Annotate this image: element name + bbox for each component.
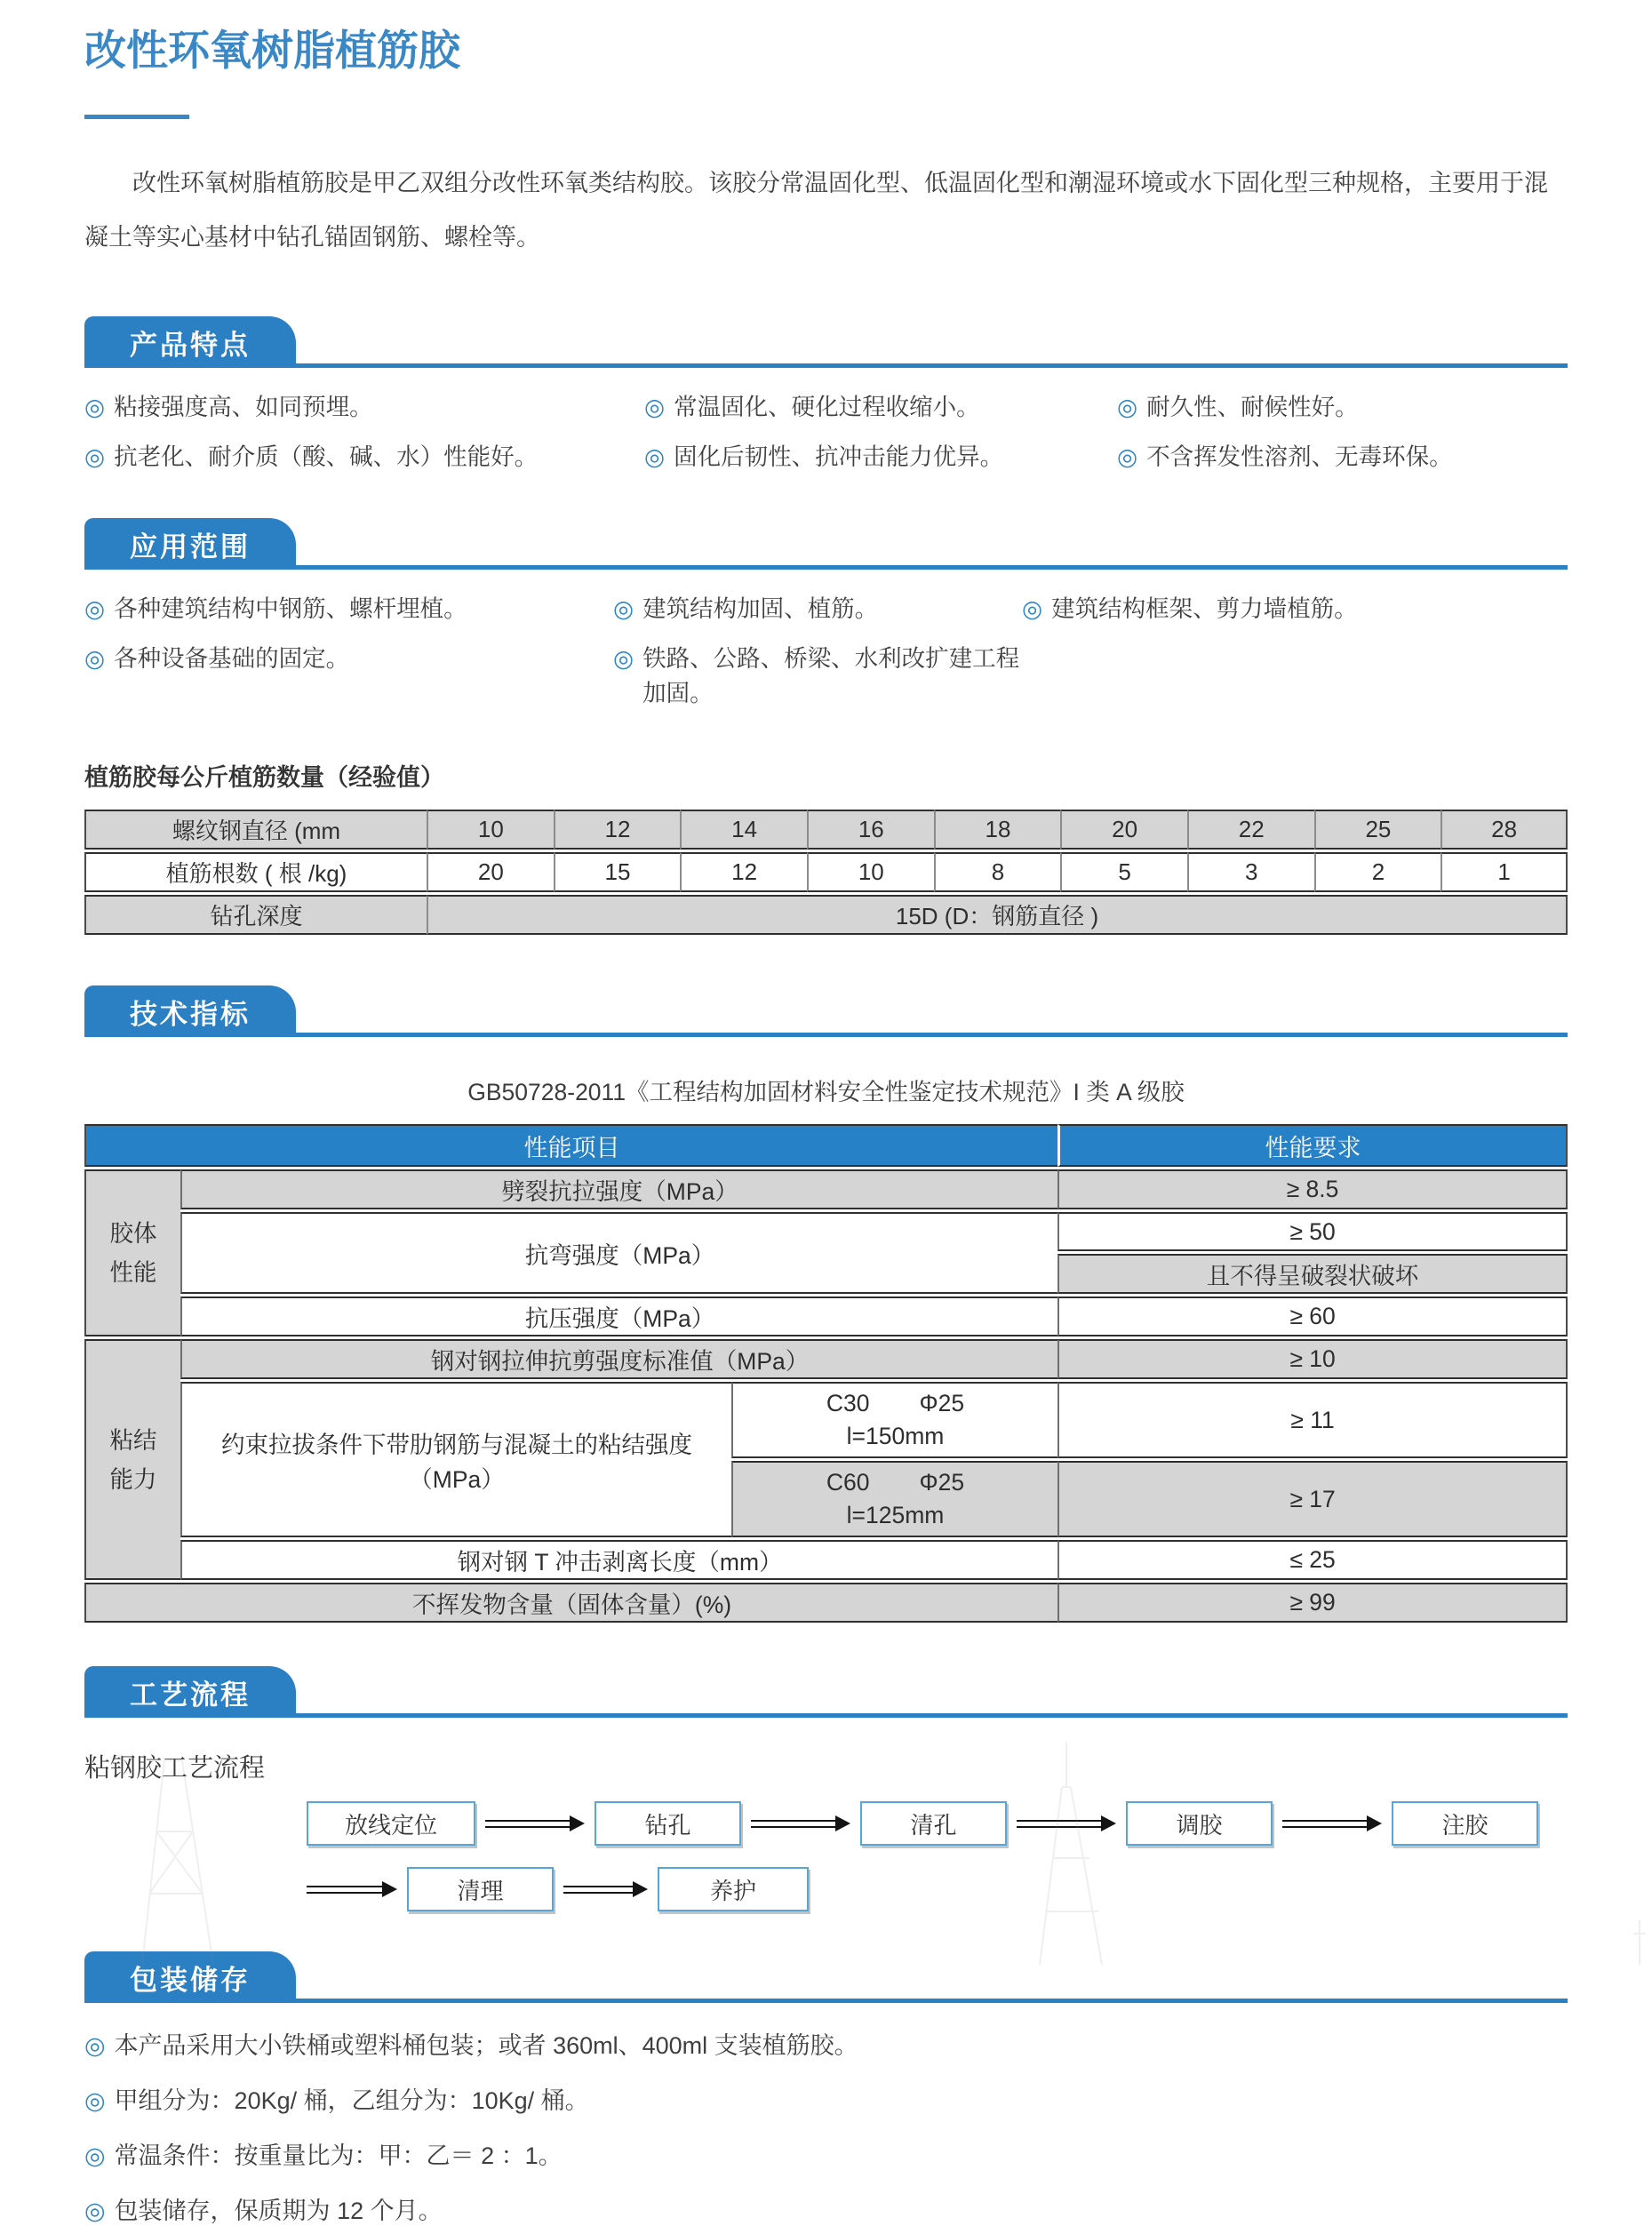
- rebar-table-caption: 植筋胶每公斤植筋数量（经验值）: [84, 764, 444, 791]
- condition-diameter: Φ25: [919, 1469, 965, 1496]
- features-list: [84, 387, 1568, 472]
- bullseye-bullet-icon: ◎: [1117, 394, 1138, 420]
- section-rule: [84, 1999, 1568, 2003]
- bullseye-bullet-icon: ◎: [84, 2087, 106, 2114]
- section-badge-features: 产品特点: [84, 316, 296, 368]
- spec-req-cell: ≤ 25: [1057, 1540, 1568, 1580]
- flow-step: 钻孔: [595, 1801, 741, 1846]
- spec-req-cell: ≥ 17: [1057, 1461, 1568, 1537]
- title-underline: [84, 115, 189, 119]
- spec-item-cell: 约束拉拔条件下带肋钢筋与混凝土的粘结强度（MPa）: [180, 1382, 731, 1537]
- list-item: [84, 2191, 1568, 2226]
- condition-grade: C60: [826, 1469, 870, 1496]
- bullseye-bullet-icon: ◎: [1022, 595, 1043, 622]
- list-item: [1117, 387, 1568, 422]
- table-cell: 20: [1060, 810, 1187, 850]
- list-item: [644, 437, 1117, 472]
- section-process: [84, 1666, 1568, 1912]
- section-badge-applications: 应用范围: [84, 518, 296, 570]
- table-cell: 16: [807, 810, 934, 850]
- section-badge-process: 工艺流程: [84, 1666, 296, 1718]
- spec-item-cell: 钢对钢拉伸抗剪强度标准值（MPa）: [180, 1339, 1057, 1379]
- list-item: [1022, 589, 1568, 624]
- table-cell: 10: [807, 852, 934, 892]
- section-badge-packaging: 包装储存: [84, 1951, 296, 2003]
- condition-length: l=150mm: [846, 1423, 945, 1449]
- packaging-text: 本产品采用大小铁桶或塑料桶包装；或者 360ml、400ml 支装植筋胶。: [114, 2032, 858, 2059]
- list-item: [613, 589, 1022, 624]
- packaging-text: 甲组分为：20Kg/ 桶，乙组分为：10Kg/ 桶。: [114, 2087, 589, 2114]
- list-item: [84, 437, 644, 472]
- list-item: [613, 639, 1022, 708]
- section-rule: [84, 1033, 1568, 1037]
- flow-step: 清孔: [860, 1801, 1007, 1846]
- flow-step: 注胶: [1392, 1801, 1538, 1846]
- bullseye-bullet-icon: ◎: [84, 394, 106, 420]
- table-cell: 3: [1187, 852, 1314, 892]
- table-row: [84, 810, 1568, 850]
- group-label: 胶体性能: [84, 1169, 180, 1336]
- feature-text: 常温固化、硬化过程收缩小。: [674, 394, 980, 420]
- spec-condition-cell: [731, 1382, 1057, 1458]
- table-cell: 5: [1060, 852, 1187, 892]
- spec-req-cell: ≥ 60: [1057, 1297, 1568, 1336]
- list-item: [84, 2136, 1568, 2171]
- condition-length: l=125mm: [846, 1502, 945, 1528]
- table-row: [84, 1169, 1568, 1209]
- column-header: 性能要求: [1057, 1124, 1568, 1167]
- spec-item-cell: 抗压强度（MPa）: [180, 1297, 1057, 1336]
- feature-text: 不含挥发性溶剂、无毒环保。: [1146, 443, 1453, 470]
- condition-diameter: Φ25: [919, 1390, 965, 1416]
- column-header: 性能项目: [84, 1124, 1057, 1167]
- application-text: 建筑结构框架、剪力墙植筋。: [1051, 595, 1358, 622]
- page-content: [84, 0, 1568, 2226]
- table-header-row: [84, 1124, 1568, 1167]
- feature-text: 粘接强度高、如同预埋。: [114, 394, 373, 420]
- applications-list: [84, 589, 1568, 708]
- bullseye-bullet-icon: ◎: [84, 645, 106, 672]
- section-packaging: [84, 1951, 1568, 2226]
- bullseye-bullet-icon: ◎: [84, 443, 106, 470]
- table-cell: 15D (D：钢筋直径 ): [427, 895, 1568, 935]
- table-row: [84, 895, 1568, 935]
- flow-step: 清理: [407, 1867, 554, 1911]
- list-item: [84, 2026, 1568, 2061]
- bullseye-bullet-icon: ◎: [84, 2032, 106, 2059]
- process-flowchart: [84, 1800, 1568, 1912]
- table-cell: 8: [934, 852, 1061, 892]
- spec-table: [84, 1121, 1568, 1625]
- table-cell: 2: [1314, 852, 1441, 892]
- list-item: [1117, 437, 1568, 472]
- table-row: [84, 1339, 1568, 1379]
- section-tech: [84, 985, 1568, 1625]
- packaging-text: 常温条件：按重量比为：甲：乙＝ 2 ：1。: [114, 2142, 563, 2169]
- spec-req-cell: ≥ 99: [1057, 1583, 1568, 1623]
- table-cell: 1: [1441, 852, 1568, 892]
- intro-paragraph: 改性环氧树脂植筋胶是甲乙双组分改性环氧类结构胶。该胶分常温固化型、低温固化型和潮湿环境或水下固化型三种规格，主要用于混凝土等实心基材中钻孔锚固钢筋、螺栓等。: [84, 170, 1548, 251]
- list-item: [84, 639, 613, 708]
- section-header: [84, 985, 1568, 1037]
- list-item: [84, 589, 613, 624]
- section-rule: [84, 363, 1568, 368]
- flow-arrow-icon: [485, 1815, 585, 1831]
- application-text: 建筑结构加固、植筋。: [642, 595, 879, 622]
- rebar-count-table: [84, 807, 1568, 937]
- condition-grade: C30: [826, 1390, 870, 1416]
- spec-req-cell: ≥ 50: [1057, 1212, 1568, 1251]
- table-row: [84, 1540, 1568, 1580]
- list-item: [84, 387, 644, 422]
- table-cell: 20: [427, 852, 554, 892]
- section-header: [84, 518, 1568, 570]
- flow-arrow-icon: [751, 1815, 850, 1831]
- section-applications: [84, 518, 1568, 937]
- table-row: [84, 1382, 1568, 1458]
- table-cell: 12: [680, 852, 807, 892]
- bullseye-bullet-icon: ◎: [84, 2198, 106, 2224]
- bullseye-bullet-icon: ◎: [613, 595, 634, 622]
- packaging-list: [84, 2026, 1568, 2226]
- bullseye-bullet-icon: ◎: [84, 2142, 106, 2169]
- spec-req-cell: ≥ 10: [1057, 1339, 1568, 1379]
- spec-item-cell: 抗弯强度（MPa）: [180, 1212, 1057, 1294]
- process-subtitle: 粘钢胶工艺流程: [84, 1754, 266, 1783]
- section-header: [84, 1666, 1568, 1718]
- group-label: 粘结能力: [84, 1339, 180, 1580]
- flow-step: 调胶: [1126, 1801, 1273, 1846]
- section-rule: [84, 565, 1568, 570]
- spec-req-cell: 且不得呈破裂状破坏: [1057, 1254, 1568, 1294]
- bullseye-bullet-icon: ◎: [1117, 443, 1138, 470]
- table-cell: 14: [680, 810, 807, 850]
- row-header-cell: 钻孔深度: [84, 895, 427, 935]
- bullseye-bullet-icon: ◎: [613, 645, 634, 672]
- table-row: [84, 852, 1568, 892]
- flow-arrow-icon: [563, 1881, 648, 1897]
- application-text: 各种建筑结构中钢筋、螺杆埋植。: [114, 595, 467, 622]
- list-item: [644, 387, 1117, 422]
- flow-row: [307, 1800, 1568, 1847]
- table-cell: 25: [1314, 810, 1441, 850]
- flow-arrow-icon: [307, 1881, 397, 1897]
- flow-step: 放线定位: [307, 1801, 475, 1846]
- feature-text: 固化后韧性、抗冲击能力优异。: [674, 443, 1004, 470]
- flow-arrow-icon: [1017, 1815, 1116, 1831]
- spec-item-cell: 不挥发物含量（固体含量）(%): [84, 1583, 1057, 1623]
- section-badge-tech: 技术指标: [84, 985, 296, 1037]
- section-header: [84, 1951, 1568, 2003]
- table-cell: 18: [934, 810, 1061, 850]
- application-text: 铁路、公路、桥梁、水利改扩建工程加固。: [642, 645, 1020, 706]
- spec-req-cell: ≥ 11: [1057, 1382, 1568, 1458]
- feature-text: 抗老化、耐介质（酸、碱、水）性能好。: [114, 443, 539, 470]
- page-title: 改性环氧树脂植筋胶: [84, 27, 460, 74]
- bullseye-bullet-icon: ◎: [644, 394, 666, 420]
- section-header: [84, 316, 1568, 368]
- table-cell: 15: [554, 852, 681, 892]
- bullseye-bullet-icon: ◎: [84, 595, 106, 622]
- spec-req-cell: ≥ 8.5: [1057, 1169, 1568, 1209]
- flow-step: 养护: [658, 1867, 809, 1911]
- section-rule: [84, 1713, 1568, 1718]
- packaging-text: 包装储存，保质期为 12 个月。: [114, 2198, 443, 2224]
- flow-arrow-icon: [1282, 1815, 1382, 1831]
- spec-item-cell: 钢对钢 T 冲击剥离长度（mm）: [180, 1540, 1057, 1580]
- table-cell: 28: [1441, 810, 1568, 850]
- spec-condition-cell: [731, 1461, 1057, 1537]
- table-row: [84, 1297, 1568, 1336]
- flow-row: [307, 1866, 1568, 1912]
- table-cell: 12: [554, 810, 681, 850]
- feature-text: 耐久性、耐候性好。: [1146, 394, 1359, 420]
- application-text: 各种设备基础的固定。: [114, 645, 350, 672]
- bullseye-bullet-icon: ◎: [644, 443, 666, 470]
- section-features: [84, 316, 1568, 472]
- row-header-cell: 螺纹钢直径 (mm: [84, 810, 427, 850]
- table-row: [84, 1212, 1568, 1251]
- spec-item-cell: 劈裂抗拉强度（MPa）: [180, 1169, 1057, 1209]
- standard-note: GB50728-2011《工程结构加固材料安全性鉴定技术规范》I 类 A 级胶: [467, 1079, 1185, 1105]
- table-cell: 22: [1187, 810, 1314, 850]
- table-cell: 10: [427, 810, 554, 850]
- table-row: [84, 1583, 1568, 1623]
- row-header-cell: 植筋根数 ( 根 /kg): [84, 852, 427, 892]
- list-item: [84, 2081, 1568, 2116]
